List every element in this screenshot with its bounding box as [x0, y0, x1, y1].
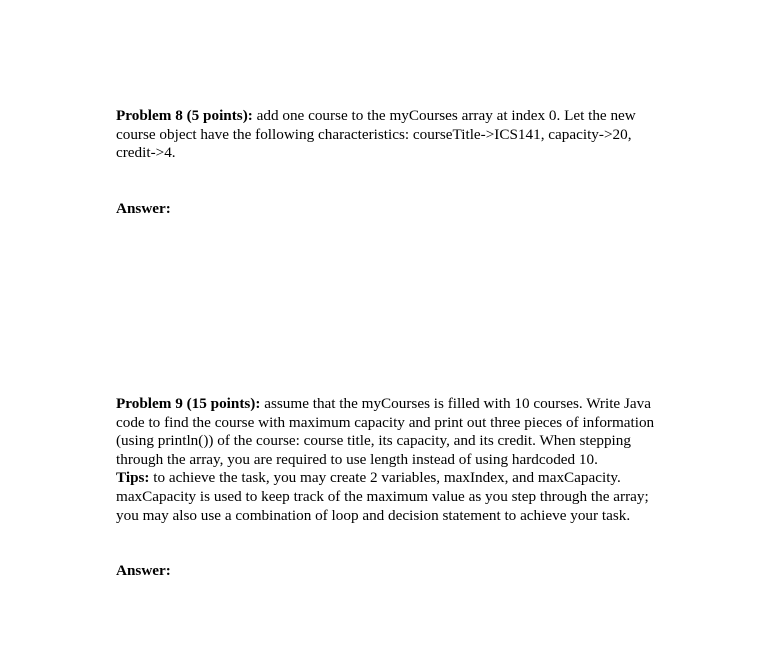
problem-8-line-3: credit->4. [116, 144, 176, 162]
problem-9-answer [116, 562, 696, 581]
problem-9-line-1 [116, 395, 696, 414]
problem-9-line-4: through the array, you are required to use length instead of using hardcoded 10. [116, 450, 598, 468]
problem-9-line-5 [116, 469, 696, 488]
problem-8-text [116, 107, 696, 163]
problem-9 [116, 395, 696, 525]
problem-8-line-1 [116, 107, 696, 126]
problem-8-heading: Problem 8 (5 points): [116, 107, 253, 124]
problem-8-answer [116, 200, 696, 219]
problem-9-line-7: you may also use a combination of loop and decision statement to achieve your task. [116, 506, 631, 524]
problem-9-line-1-text: assume that the myCourses is filled with 10 courses. Write Java [260, 395, 651, 412]
problem-8-line-1-text: add one course to the myCourses array at index 0. Let the new [252, 107, 636, 124]
problem-8-line-2: course object have the following characteristics: courseTitle->ICS141, capacity->20, [116, 125, 632, 143]
problem-9-line-6: maxCapacity is used to keep track of the maximum value as you step through the array; [116, 487, 649, 505]
tips-label: Tips: [116, 469, 150, 487]
problem-9-line-5-text: to achieve the task, you may create 2 variables, maxIndex, and maxCapacity. [149, 469, 621, 487]
problem-8-answer-label: Answer: [116, 200, 171, 217]
problem-9-answer-label: Answer: [116, 562, 171, 579]
problem-9-line-3: (using println()) of the course: course title, its capacity, and its credit. When stepping [116, 432, 631, 450]
problem-8 [116, 107, 696, 163]
problem-9-heading: Problem 9 (15 points): [116, 395, 261, 412]
problem-9-line-2: code to find the course with maximum capacity and print out three pieces of information [116, 413, 655, 431]
problem-9-text [116, 395, 696, 525]
